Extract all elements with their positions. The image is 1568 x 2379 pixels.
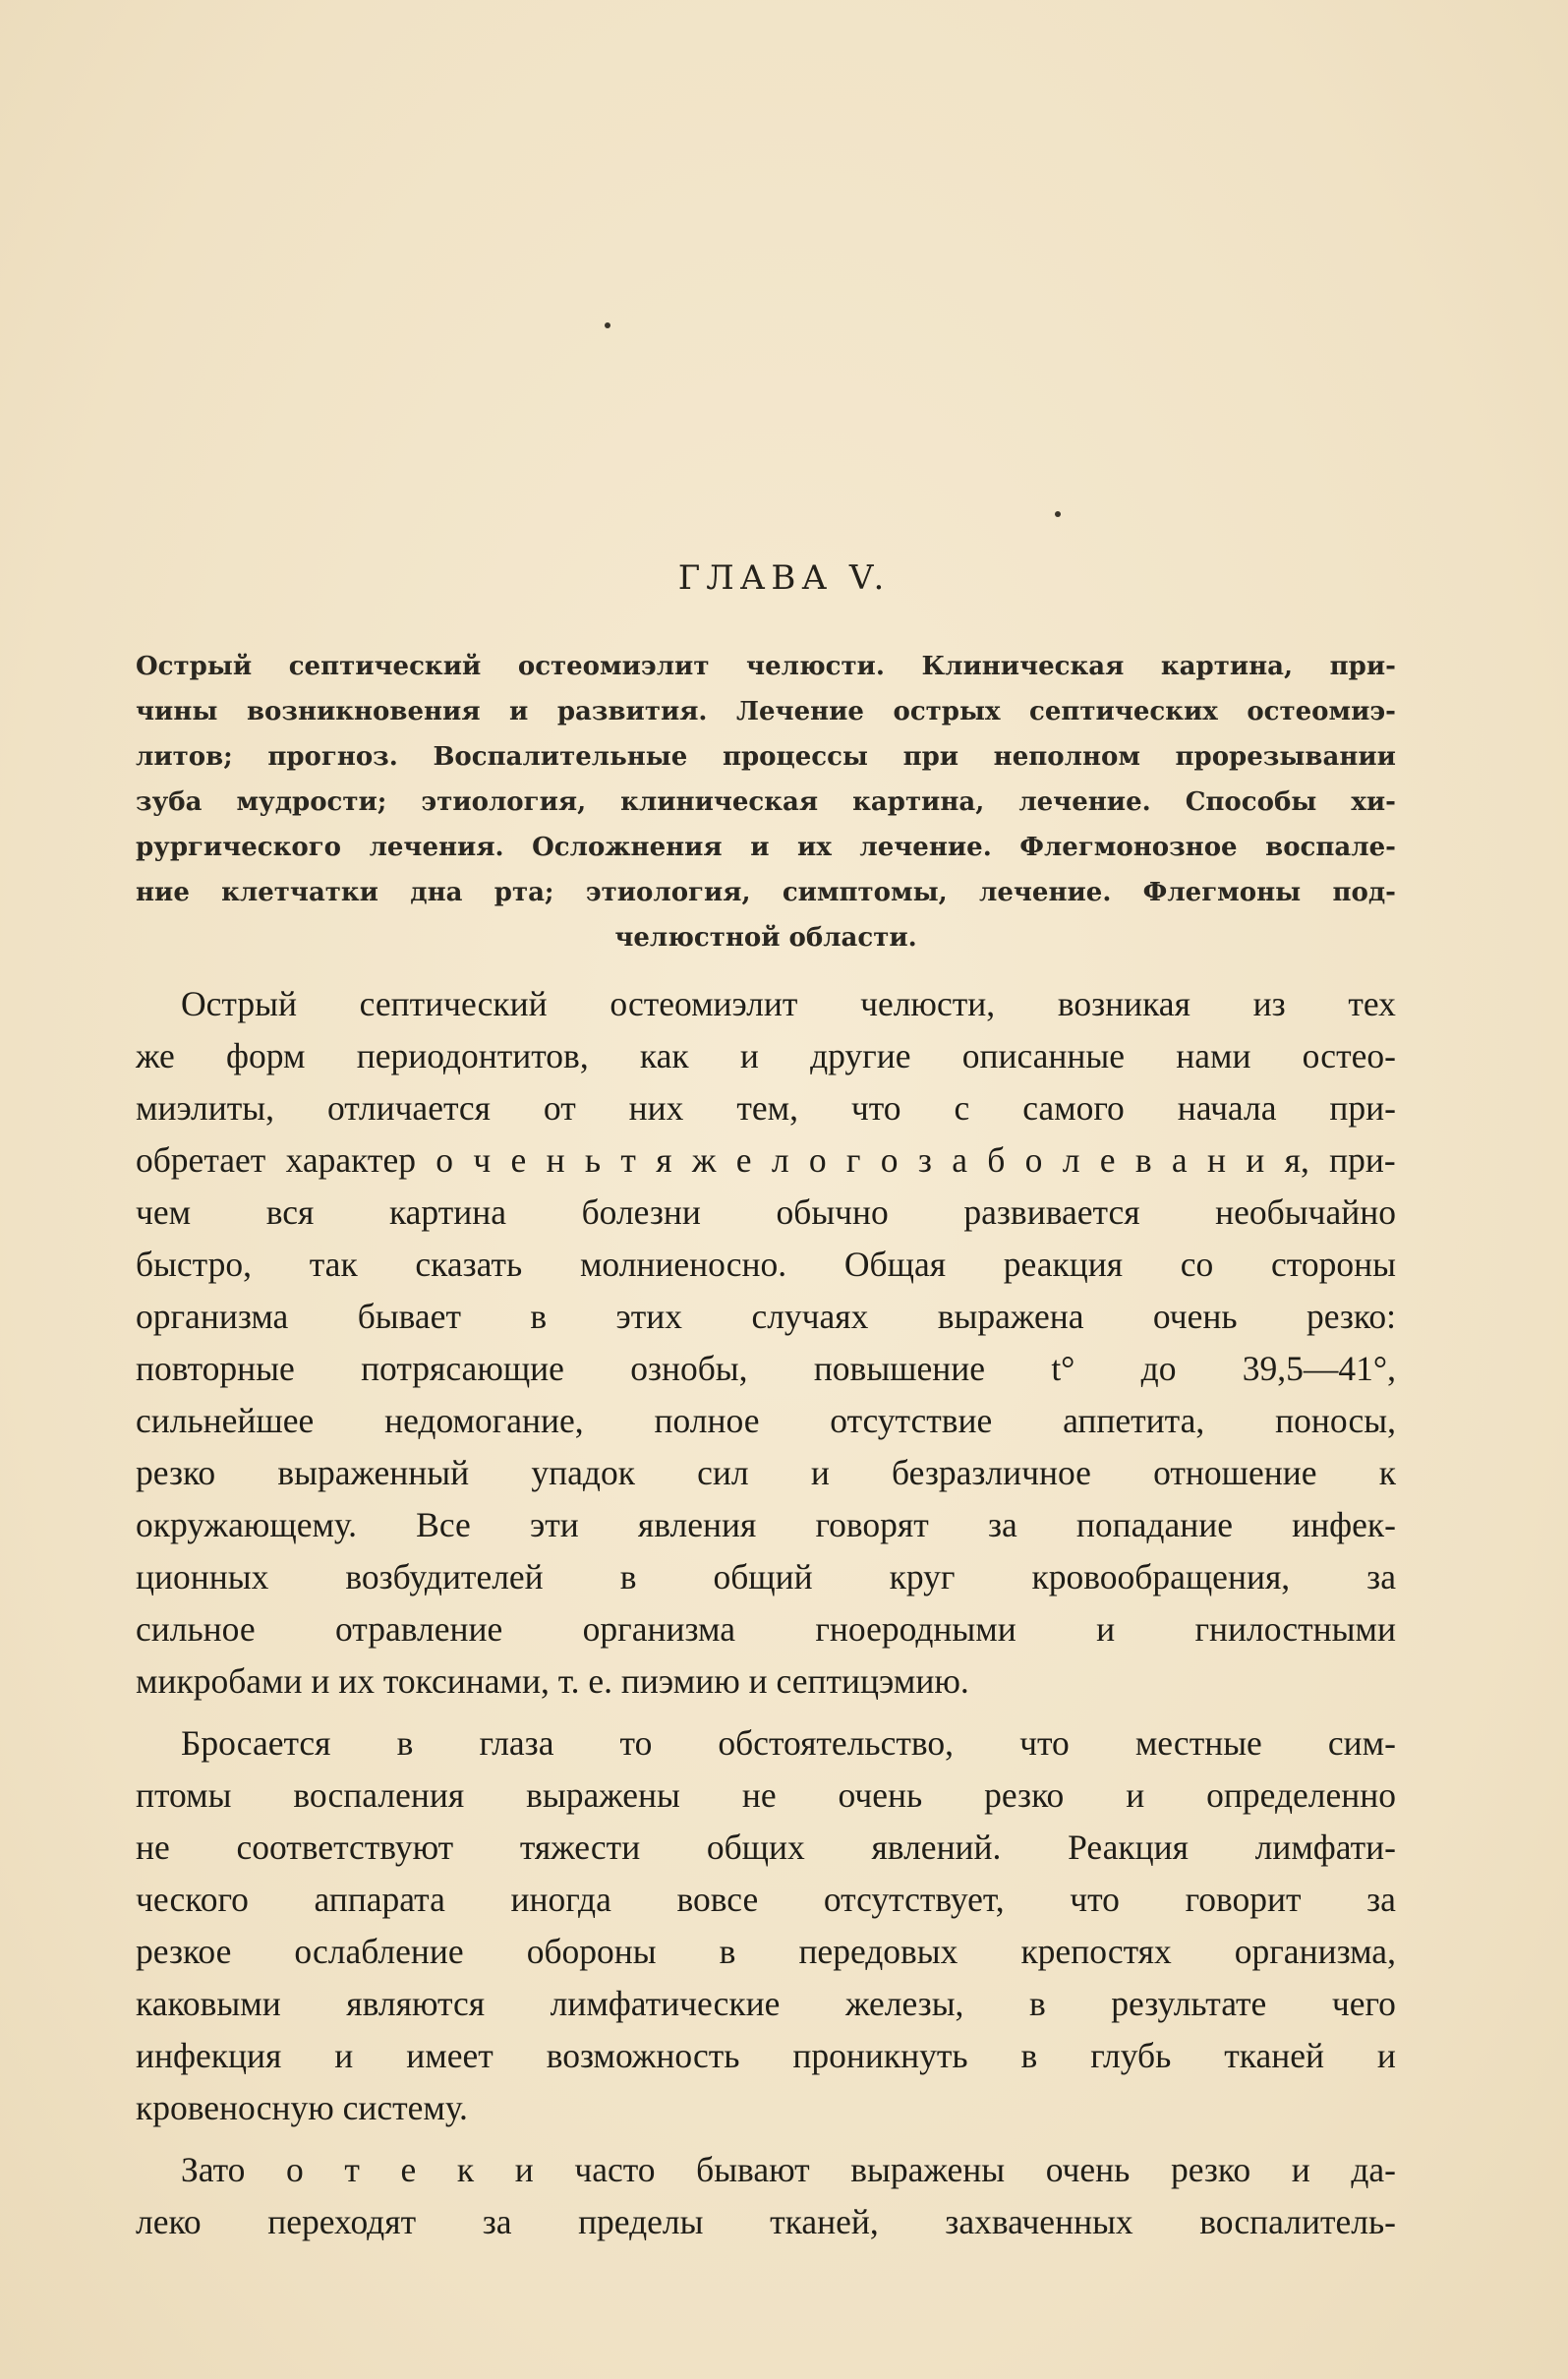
chapter-title: ГЛАВА V.	[677, 558, 891, 598]
summary-line: ние клетчатки дна рта; этиология, симптомы, лечение. Флегмоны под-	[136, 878, 1396, 907]
summary-line: Острый септический остеомиэлит челюсти. Клиническая картина, при-	[136, 652, 1396, 681]
chapter-summary	[136, 644, 1396, 960]
summary-line: челюстной области.	[614, 923, 917, 953]
body-line: миэлиты, отличается от них тем, что с самого начала при-	[136, 1088, 1396, 1128]
summary-line: литов; прогноз. Воспалительные процессы при неполном прорезывании	[136, 742, 1396, 772]
ink-speck	[605, 322, 610, 328]
body-line: резко выраженный упадок сил и безразличное отношение к	[136, 1453, 1396, 1492]
body-line: не соответствуют тяжести общих явлений. Реакция лимфати-	[136, 1828, 1396, 1867]
body-line: чем вся картина болезни обычно развивается необычайно	[136, 1192, 1396, 1232]
body-line: леко переходят за пределы тканей, захваченных воспалитель-	[136, 2202, 1396, 2241]
body-line: обретает характер о ч е н ь т я ж е л о г о з а б о л е в а н и я, при-	[136, 1140, 1396, 1180]
body-line: же форм периодонтитов, как и другие описанные нами остео-	[136, 1036, 1396, 1075]
body-line: быстро, так сказать молниеносно. Общая реакция со стороны	[136, 1245, 1396, 1284]
body-line: организма бывает в этих случаях выражена очень резко:	[136, 1297, 1396, 1336]
body-line: сильнейшее недомогание, полное отсутствие аппетита, поносы,	[136, 1401, 1396, 1440]
body-line: инфекция и имеет возможность проникнуть в глубь тканей и	[136, 2036, 1396, 2075]
body-line: Острый септический остеомиэлит челюсти, возникая из тех	[181, 984, 1396, 1023]
ink-speck	[1055, 511, 1061, 517]
body-line: микробами и их токсинами, т. е. пиэмию и септицэмию.	[136, 1661, 969, 1701]
body-line: сильное отравление организма гноеродными и гнилостными	[136, 1609, 1396, 1649]
body-line: каковыми являются лимфатические железы, в результате чего	[136, 1984, 1396, 2023]
body-line: Зато о т е к и часто бывают выражены очень резко и да-	[181, 2150, 1396, 2189]
body-line: ческого аппарата иногда вовсе отсутствует, что говорит за	[136, 1880, 1396, 1919]
summary-line: рургического лечения. Осложнения и их лечение. Флегмонозное воспале-	[136, 833, 1396, 862]
body-line: ционных возбудителей в общий круг кровообращения, за	[136, 1557, 1396, 1596]
body-line: Бросается в глаза то обстоятельство, что местные сим-	[181, 1723, 1396, 1763]
body-text	[136, 978, 1396, 2248]
summary-line: чины возникновения и развития. Лечение острых септических остеомиэ-	[136, 697, 1396, 726]
body-line: кровеносную систему.	[136, 2088, 468, 2127]
body-line: резкое ослабление обороны в передовых крепостях организма,	[136, 1932, 1396, 1971]
body-line: окружающему. Все эти явления говорят за попадание инфек-	[136, 1505, 1396, 1544]
summary-line: зуба мудрости; этиология, клиническая картина, лечение. Способы хи-	[136, 787, 1396, 817]
body-line: птомы воспаления выражены не очень резко и определенно	[136, 1775, 1396, 1815]
body-line: повторные потрясающие ознобы, повышение t° до 39,5—41°,	[136, 1349, 1396, 1388]
